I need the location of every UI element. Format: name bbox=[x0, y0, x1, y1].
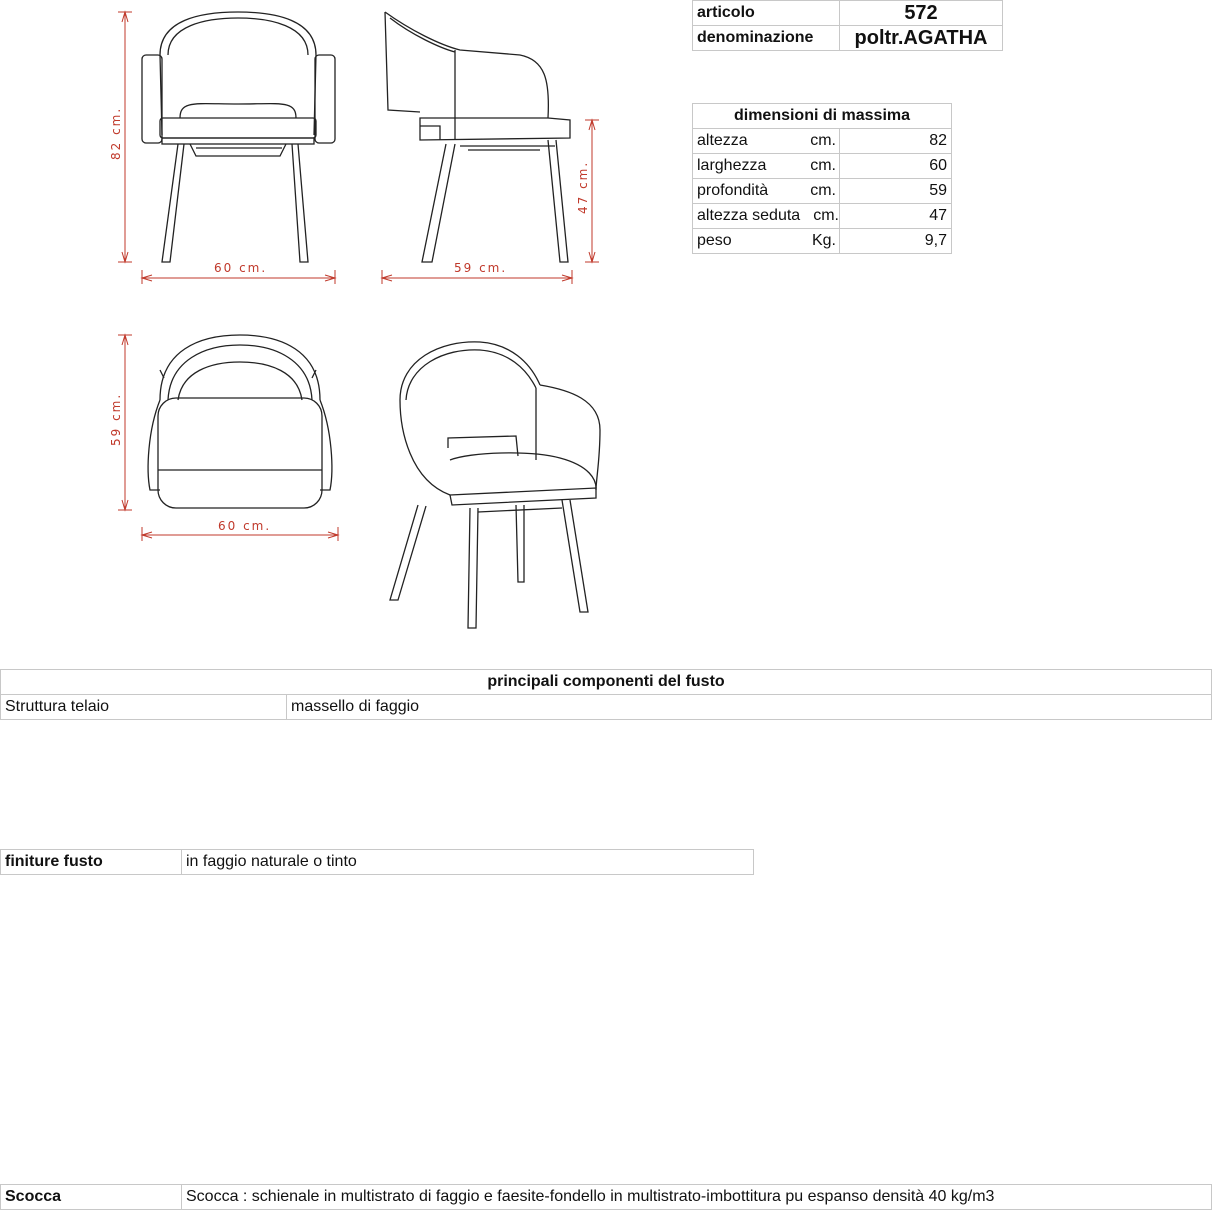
dimension-unit: cm. bbox=[810, 182, 836, 199]
denominazione-label: denominazione bbox=[693, 26, 840, 51]
dimension-unit: cm. bbox=[813, 207, 839, 224]
table-row bbox=[1, 1185, 1212, 1210]
table-row bbox=[693, 154, 952, 179]
dimension-label-cell bbox=[693, 129, 840, 154]
perspective-view-drawing bbox=[390, 342, 600, 628]
dimension-label: altezza seduta bbox=[697, 207, 801, 224]
dimension-label-cell bbox=[693, 229, 840, 254]
dimension-value: 9,7 bbox=[840, 229, 952, 254]
component-label: Struttura telaio bbox=[1, 695, 287, 720]
table-row bbox=[693, 1, 1003, 26]
finish-value: in faggio naturale o tinto bbox=[182, 850, 754, 875]
table-header-row bbox=[1, 670, 1212, 695]
dimension-value: 60 bbox=[840, 154, 952, 179]
dimension-label-cell bbox=[693, 154, 840, 179]
dimension-unit: cm. bbox=[810, 132, 836, 149]
table-row bbox=[693, 204, 952, 229]
dimension-label: profondità bbox=[697, 182, 769, 199]
table-row bbox=[693, 179, 952, 204]
denominazione-value: poltr.AGATHA bbox=[840, 26, 1003, 51]
front-height-label: 82 cm. bbox=[109, 106, 123, 160]
table-row bbox=[1, 850, 754, 875]
front-width-label: 60 cm. bbox=[214, 261, 268, 275]
articolo-value: 572 bbox=[840, 1, 1003, 26]
dimension-label-cell bbox=[693, 179, 840, 204]
component-value: massello di faggio bbox=[287, 695, 1212, 720]
scocca-table bbox=[0, 1184, 1212, 1210]
articolo-label: articolo bbox=[693, 1, 840, 26]
dimension-value: 59 bbox=[840, 179, 952, 204]
table-row bbox=[1, 695, 1212, 720]
table-row bbox=[693, 129, 952, 154]
top-width-label: 60 cm. bbox=[218, 519, 272, 533]
dimension-value: 82 bbox=[840, 129, 952, 154]
side-view-drawing bbox=[385, 12, 570, 262]
side-depth-label: 59 cm. bbox=[454, 261, 508, 275]
dimension-value: 47 bbox=[840, 204, 952, 229]
table-row bbox=[693, 26, 1003, 51]
finish-label: finiture fusto bbox=[1, 850, 182, 875]
components-table bbox=[0, 669, 1212, 720]
table-row bbox=[693, 229, 952, 254]
table-header-row bbox=[693, 104, 952, 129]
front-view-drawing bbox=[142, 12, 335, 262]
dimension-unit: cm. bbox=[810, 157, 836, 174]
article-table bbox=[692, 0, 1003, 51]
dimensions-table bbox=[692, 103, 952, 254]
components-title: principali componenti del fusto bbox=[1, 670, 1212, 695]
dimension-label-cell bbox=[693, 204, 840, 229]
scocca-label: Scocca bbox=[1, 1185, 182, 1210]
seat-height-label: 47 cm. bbox=[576, 160, 590, 214]
finish-table bbox=[0, 849, 754, 875]
top-depth-label: 59 cm. bbox=[109, 392, 123, 446]
scocca-value: Scocca : schienale in multistrato di faggio e faesite-fondello in multistrato-imbottitura pu espanso densità 40 kg/m3 bbox=[182, 1185, 1212, 1210]
dimension-label: larghezza bbox=[697, 157, 767, 174]
top-view-drawing bbox=[148, 335, 332, 508]
dimensions-title: dimensioni di massima bbox=[693, 104, 952, 129]
dimension-label: peso bbox=[697, 232, 732, 249]
dimension-label: altezza bbox=[697, 132, 748, 149]
dimension-lines bbox=[118, 12, 599, 541]
dimension-unit: Kg. bbox=[811, 232, 836, 249]
